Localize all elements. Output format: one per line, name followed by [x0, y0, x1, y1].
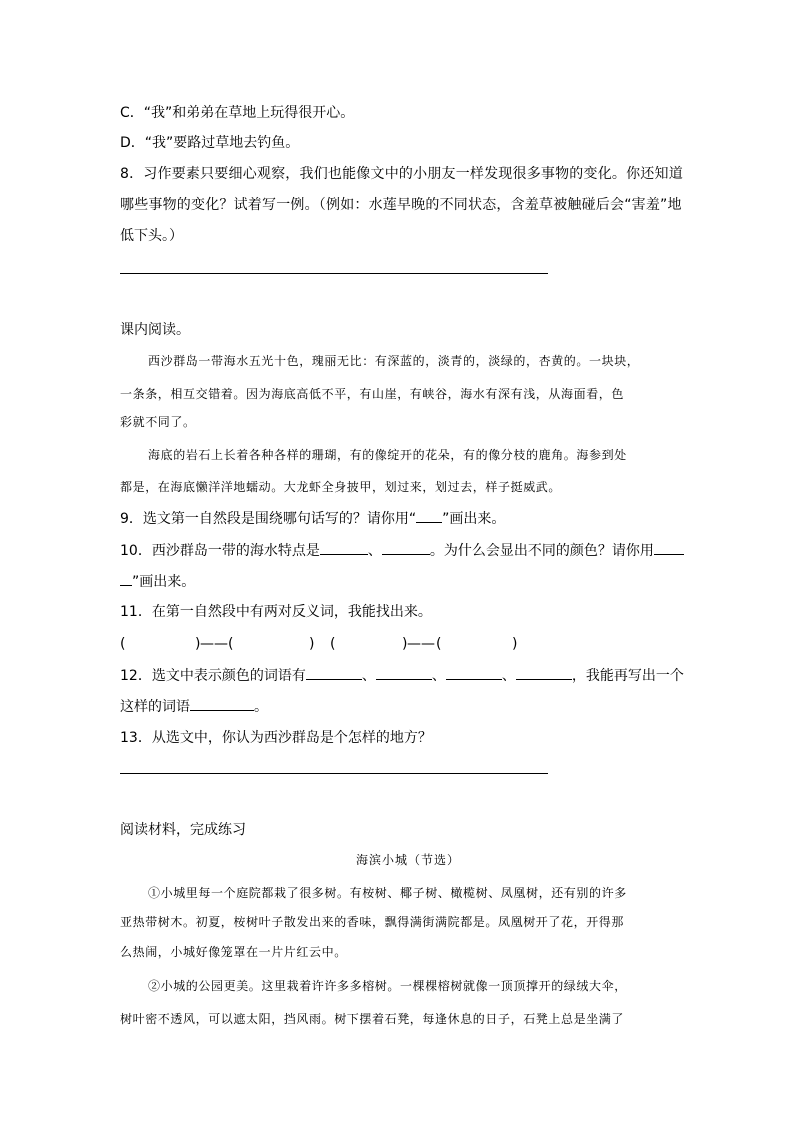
- question-8-line-2: 哪些事物的变化？试着写一例。（例如：水莲早晚的不同状态，含羞草被触碰后会“害羞”地: [120, 197, 682, 213]
- question-9-underline-sample: [416, 508, 442, 523]
- question-10-line-1: [120, 540, 684, 561]
- antonym-paren-open-3: (: [330, 636, 336, 652]
- blank-color-word-1[interactable]: [306, 665, 362, 680]
- blank-color-word-4[interactable]: [516, 665, 572, 680]
- question-8-line-1: 8．习作要素只要细心观察，我们也能像文中的小朋友一样发现很多事物的变化。你还知道: [120, 166, 683, 182]
- separator: 、: [367, 543, 382, 559]
- separator: 、: [431, 668, 446, 684]
- blank-color-word-3[interactable]: [446, 665, 502, 680]
- antonym-blank-3[interactable]: [345, 634, 399, 654]
- blank-color-word-2[interactable]: [376, 665, 432, 680]
- passage-1-line-1: 西沙群岛一带海水五光十色，瑰丽无比：有深蓝的，淡青的，淡绿的，杏黄的。一块块，: [148, 354, 640, 368]
- question-10-underline-sample-a: [654, 540, 684, 555]
- passage-2-line-5: 树叶密不透风，可以遮太阳，挡风雨。树下摆着石凳，每逢休息的日子，石凳上总是坐满了: [120, 1012, 625, 1026]
- question-8-line-3: 低下头。）: [120, 228, 183, 244]
- antonym-blank-1[interactable]: [135, 634, 191, 654]
- passage-2-line-4: ②小城的公园更美。这里栽着许许多多榕树。一棵棵榕树就像一顶顶撑开的绿绒大伞，: [148, 979, 627, 993]
- separator: 、: [501, 668, 516, 684]
- passage-2-line-3: 么热闹，小城好像笼罩在一片片红云中。: [120, 945, 347, 959]
- question-9: [120, 508, 505, 529]
- passage-1-line-5: 都是，在海底懒洋洋地蠕动。大龙虾全身披甲，划过来，划过去，样子挺威武。: [120, 480, 562, 494]
- antonym-blank-4[interactable]: [451, 634, 509, 654]
- question-11: 11．在第一自然段中有两对反义词，我能找出来。: [120, 604, 432, 620]
- question-10-line-2-tail: ”画出来。: [132, 574, 196, 590]
- question-12-line-2-b: 。: [254, 699, 268, 715]
- question-13: 13．从选文中，你认为西沙群岛是个怎样的地方？: [120, 730, 432, 746]
- passage-1-line-3: 彩就不同了。: [120, 415, 196, 429]
- section-heading-in-class-reading: 课内阅读。: [120, 322, 190, 338]
- section-heading-read-material: 阅读材料，完成练习: [120, 822, 246, 838]
- question-10-underline-sample-b: [120, 571, 132, 586]
- blank-extra-color-word[interactable]: [190, 696, 254, 711]
- answer-line-question-13[interactable]: [120, 773, 548, 774]
- question-10-text-b: 。为什么会显出不同的颜色？请你用: [429, 543, 654, 559]
- question-9-text-b: ”画出来。: [442, 511, 506, 527]
- answer-line-question-8[interactable]: [120, 273, 548, 274]
- question-12-line-2-a: 这样的词语: [120, 699, 190, 715]
- antonym-paren-close-3: ): [402, 636, 408, 652]
- passage-2-title: 海滨小城（节选）: [356, 853, 461, 867]
- question-12-line-1: [120, 665, 684, 686]
- question-10-line-2: [120, 571, 195, 592]
- option-c: C．“我”和弟弟在草地上玩得很开心。: [120, 105, 355, 121]
- passage-2-line-2: 亚热带树木。初夏，桉树叶子散发出来的香味，飘得满街满院都是。凤凰树开了花，开得那: [120, 915, 625, 929]
- separator: 、: [361, 668, 376, 684]
- antonym-blank-2[interactable]: [243, 634, 303, 654]
- option-d: D．“我”要路过草地去钓鱼。: [120, 135, 300, 151]
- passage-1-line-4: 海底的岩石上长着各种各样的珊瑚，有的像绽开的花朵，有的像分枝的鹿角。海参到处: [148, 448, 627, 462]
- question-12-line-2: [120, 696, 268, 717]
- passage-2-line-1: ①小城里每一个庭院都栽了很多树。有桉树、椰子树、橄榄树、凤凰树，还有别的许多: [148, 886, 627, 900]
- blank-sea-feature-1[interactable]: [320, 540, 368, 555]
- antonym-paren-close-1: ): [195, 636, 201, 652]
- question-9-text-a: 9．选文第一自然段是围绕哪句话写的？请你用“: [120, 511, 417, 527]
- antonym-dash-1: ——: [200, 636, 228, 652]
- antonym-paren-close-2: ): [309, 636, 315, 652]
- antonym-paren-close-4: ): [512, 636, 518, 652]
- antonym-paren-open-1: (: [120, 636, 126, 652]
- antonym-dash-2: ——: [407, 636, 435, 652]
- antonym-paren-open-4: (: [436, 636, 442, 652]
- antonym-paren-open-2: (: [228, 636, 234, 652]
- blank-sea-feature-2[interactable]: [382, 540, 430, 555]
- question-12-text-b: ，我能再写出一个: [571, 668, 684, 684]
- question-10-text-a: 10．西沙群岛一带的海水特点是: [120, 543, 320, 559]
- passage-1-line-2: 一条条，相互交错着。因为海底高低不平，有山崖，有峡谷，海水有深有浅，从海面看，色: [120, 387, 625, 401]
- question-12-text-a: 12．选文中表示颜色的词语有: [120, 668, 306, 684]
